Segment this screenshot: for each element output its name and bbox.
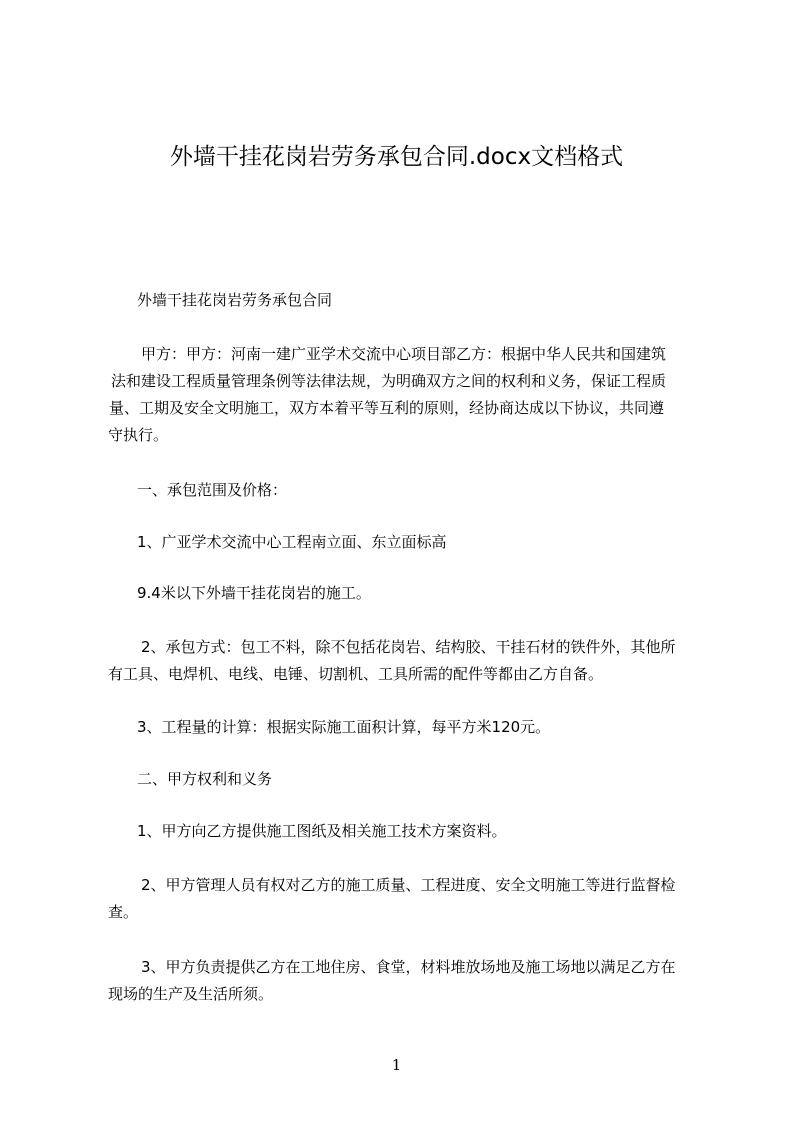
paragraph-line: 有工具、电焊机、电线、电锤、切割机、工具所需的配件等都由乙方自备。 <box>108 665 604 683</box>
paragraph-line: 2、甲方管理人员有权对乙方的施工质量、工程进度、安全文明施工等进行监督检 <box>141 876 676 894</box>
paragraph-line: 3、工程量的计算：根据实际施工面积计算，每平方米120元。 <box>137 718 551 736</box>
paragraph-line: 9.4米以下外墙干挂花岗岩的施工。 <box>137 584 371 602</box>
clause-2-1 <box>137 818 507 845</box>
paragraph-line: 一、承包范围及价格： <box>137 481 288 499</box>
clause-1-1-continued <box>137 580 371 607</box>
paragraph-line: 外墙干挂花岗岩劳务承包合同 <box>137 291 333 309</box>
clause-1-2 <box>108 634 676 688</box>
paragraph-line: 守执行。 <box>108 426 169 444</box>
paragraph-line: 1、广亚学术交流中心工程南立面、东立面标高 <box>137 533 447 551</box>
contract-heading <box>137 287 332 314</box>
paragraph-line: 二、甲方权利和义务 <box>137 770 273 788</box>
clause-1-1 <box>137 529 447 556</box>
clause-1-3 <box>137 714 550 741</box>
clause-2-2 <box>108 872 676 926</box>
paragraph-line: 2、承包方式：包工不料，除不包括花岗岩、结构胶、干挂石材的铁件外，其他所 <box>141 638 676 656</box>
paragraph-line: 查。 <box>108 903 139 921</box>
paragraph-line: 法和建设工程质量管理条例等法律法规，为明确双方之间的权利和义务，保证工程质 <box>111 372 667 390</box>
paragraph-line: 1、甲方向乙方提供施工图纸及相关施工技术方案资料。 <box>137 822 507 840</box>
paragraph-line: 甲方：甲方：河南一建广亚学术交流中心项目部乙方：根据中华人民共和国建筑 <box>141 345 667 363</box>
paragraph-line: 量、工期及安全文明施工，双方本着平等互利的原则，经协商达成以下协议，共同遵 <box>109 399 665 417</box>
paragraph-line: 现场的生产及生活所须。 <box>108 985 274 1003</box>
section-heading-2 <box>137 766 272 793</box>
page-number: 1 <box>391 1056 402 1074</box>
paragraph-line: 3、甲方负责提供乙方在工地住房、食堂，材料堆放场地及施工场地以满足乙方在 <box>141 958 676 976</box>
clause-2-3 <box>108 954 676 1008</box>
paragraph-preamble <box>108 341 666 449</box>
document-title: 外墙干挂花岗岩劳务承包合同.docx文档格式 <box>169 144 624 170</box>
section-heading-1 <box>137 477 287 504</box>
